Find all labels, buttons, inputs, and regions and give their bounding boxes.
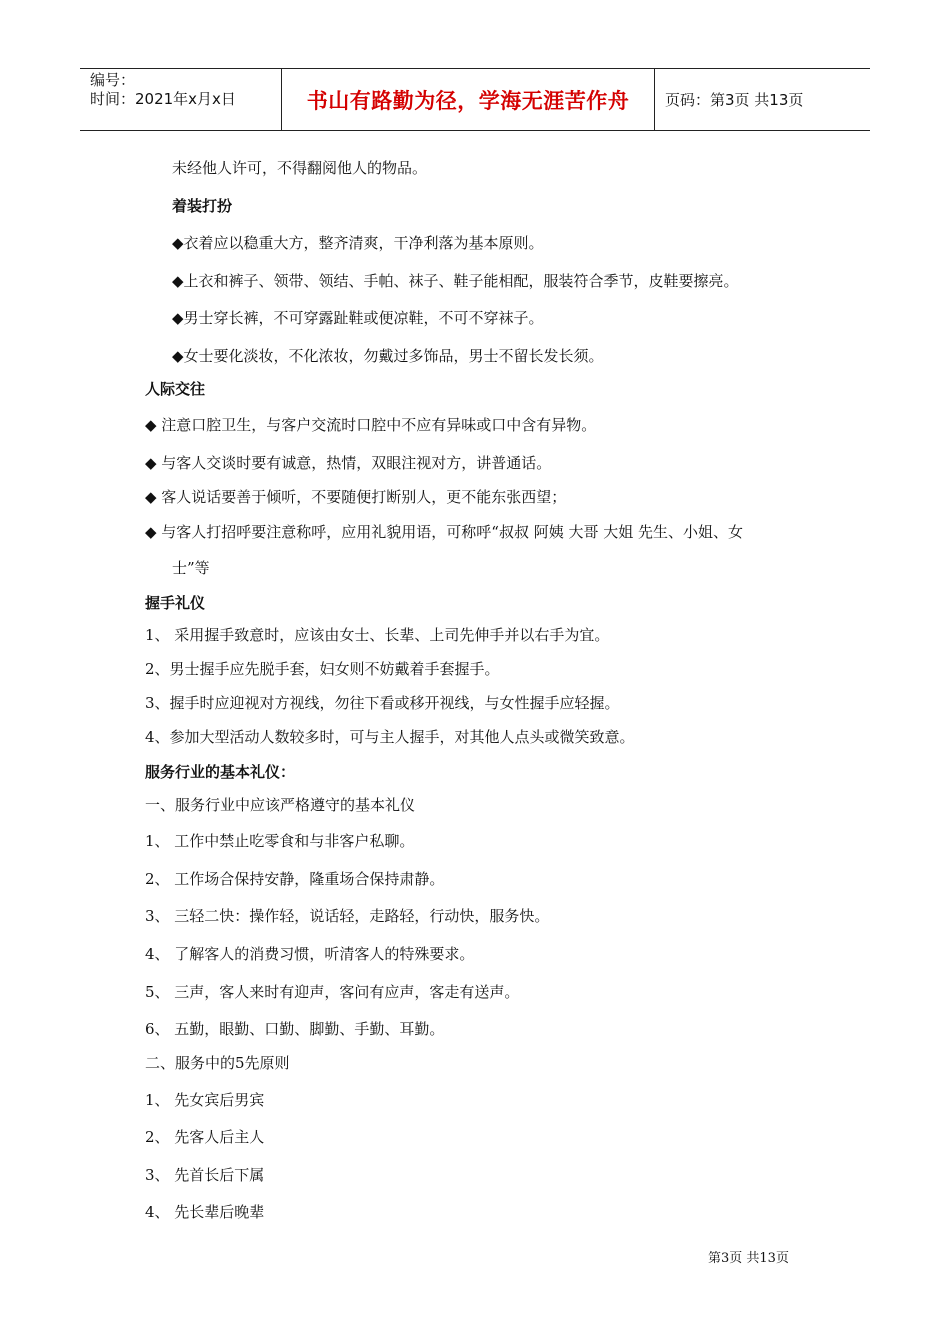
numbered-item: 2、 先客人后主人 [145,1128,265,1146]
bullet-item: ◆女士要化淡妆，不化浓妆，勿戴过多饰品，男士不留长发长须。 [172,347,604,365]
numbered-item: 4、 了解客人的消费习惯，听清客人的特殊要求。 [145,945,475,963]
serial-number: 编号： [90,71,136,89]
bullet-item: ◆ 与客人交谈时要有诚意，热情，双眼注视对方，讲普通话。 [145,454,552,472]
numbered-item: 4、 先长辈后晚辈 [145,1203,265,1221]
header-motto: 书山有路勤为径，学海无涯苦作舟 [306,88,630,113]
section-heading: 人际交往 [145,380,206,398]
document-date: 时间：2021年x月x日 [90,90,236,108]
bullet-item-continuation: 士”等 [172,559,210,577]
numbered-item: 1、 工作中禁止吃零食和与非客户私聊。 [145,832,415,850]
numbered-item: 3、握手时应迎视对方视线，勿往下看或移开视线，与女性握手应轻握。 [145,694,620,712]
header-page-number: 页码：第3页 共13页 [665,91,804,109]
numbered-item: 6、 五勤，眼勤、口勤、脚勤、手勤、耳勤。 [145,1020,445,1038]
header-left [90,71,236,109]
bullet-item: ◆ 注意口腔卫生，与客户交流时口腔中不应有异味或口中含有异物。 [145,416,597,434]
numbered-item: 5、 三声，客人来时有迎声，客问有应声，客走有送声。 [145,983,520,1001]
page-header [80,68,870,131]
body-line: 未经他人许可，不得翻阅他人的物品。 [172,159,428,177]
bullet-item: ◆ 与客人打招呼要注意称呼，应用礼貌用语，可称呼“叔叔 阿姨 大哥 大姐 先生、小姐、女 [145,523,744,541]
numbered-item: 2、 工作场合保持安静，隆重场合保持肃静。 [145,870,445,888]
numbered-item: 3、 三轻二快：操作轻，说话轻，走路轻，行动快，服务快。 [145,907,550,925]
bullet-item: ◆男士穿长裤，不可穿露趾鞋或便凉鞋，不可不穿袜子。 [172,309,544,327]
numbered-item: 3、 先首长后下属 [145,1166,265,1184]
numbered-item: 2、男士握手应先脱手套，妇女则不妨戴着手套握手。 [145,660,500,678]
subsection-heading: 一、服务行业中应该严格遵守的基本礼仪 [145,796,416,814]
numbered-item: 1、 采用握手致意时，应该由女士、长辈、上司先伸手并以右手为宜。 [145,626,610,644]
bullet-item: ◆ 客人说话要善于倾听，不要随便打断别人，更不能东张西望； [145,488,567,506]
header-divider [654,69,655,130]
page-footer: 第3页 共13页 [708,1251,789,1266]
section-heading: 握手礼仪 [145,594,206,612]
numbered-item: 1、 先女宾后男宾 [145,1091,265,1109]
subsection-heading: 二、服务中的5先原则 [145,1054,290,1072]
bullet-item: ◆上衣和裤子、领带、领结、手帕、袜子、鞋子能相配，服装符合季节，皮鞋要擦亮。 [172,272,739,290]
numbered-item: 4、参加大型活动人数较多时，可与主人握手，对其他人点头或微笑致意。 [145,728,635,746]
bullet-item: ◆衣着应以稳重大方，整齐清爽，干净利落为基本原则。 [172,234,544,252]
section-heading: 着装打扮 [172,197,233,215]
section-heading: 服务行业的基本礼仪： [145,763,296,781]
